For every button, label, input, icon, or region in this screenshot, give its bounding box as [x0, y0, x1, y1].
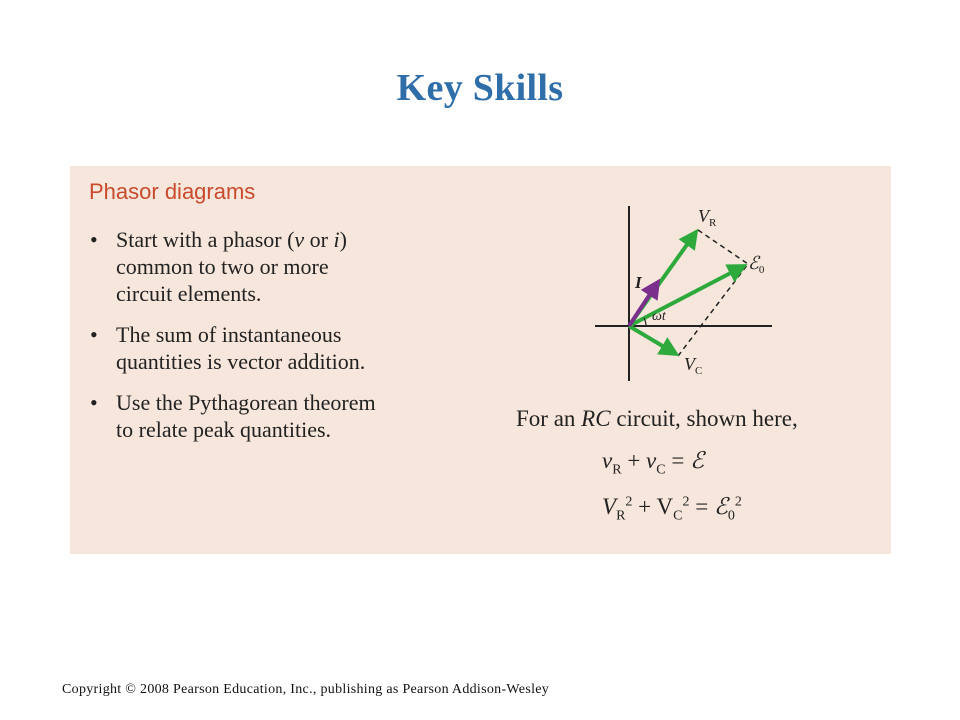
dashed-line-vr-to-emf — [698, 230, 748, 264]
vc-phasor-arrow — [629, 326, 676, 354]
instantaneous-sum-equation: $v_R + v_C$ = ℰ — [602, 448, 705, 478]
panel-heading: Phasor diagrams — [89, 179, 256, 204]
vr-label: $V_R$ — [698, 206, 717, 229]
slide-title: Key Skills — [396, 67, 564, 109]
bullet-item: • Start with a phasor (v or i) common to two or more circuit elements. — [90, 227, 347, 306]
peak-pythagorean-equation: $V_R^2 + V_C^2$ = ℰ$_0^2$ — [602, 494, 742, 524]
bullet-dot: • — [90, 227, 98, 252]
dashed-line-vc-to-emf — [678, 264, 748, 356]
emf-phasor-arrow — [629, 266, 744, 326]
bullet-item: • The sum of instantaneous quantities is vector addition. — [90, 322, 366, 374]
emf-label: ℰ$_0$ — [748, 253, 765, 276]
vc-label: $V_C$ — [684, 354, 703, 377]
phasor-diagram — [580, 196, 880, 396]
bullet-item: • Use the Pythagorean theorem to relate peak quantities. — [90, 390, 376, 442]
bullet-dot: • — [90, 322, 98, 347]
angle-label: ωt — [652, 309, 666, 324]
current-label: I — [635, 273, 642, 292]
bullet-list — [84, 226, 464, 457]
bullet-dot: • — [90, 390, 98, 415]
rc-circuit-caption: For an RC circuit, shown here, — [516, 406, 798, 431]
key-skills-panel — [70, 166, 891, 554]
copyright-footer: Copyright © 2008 Pearson Education, Inc., publishing as Pearson Addison-Wesley — [62, 682, 550, 697]
